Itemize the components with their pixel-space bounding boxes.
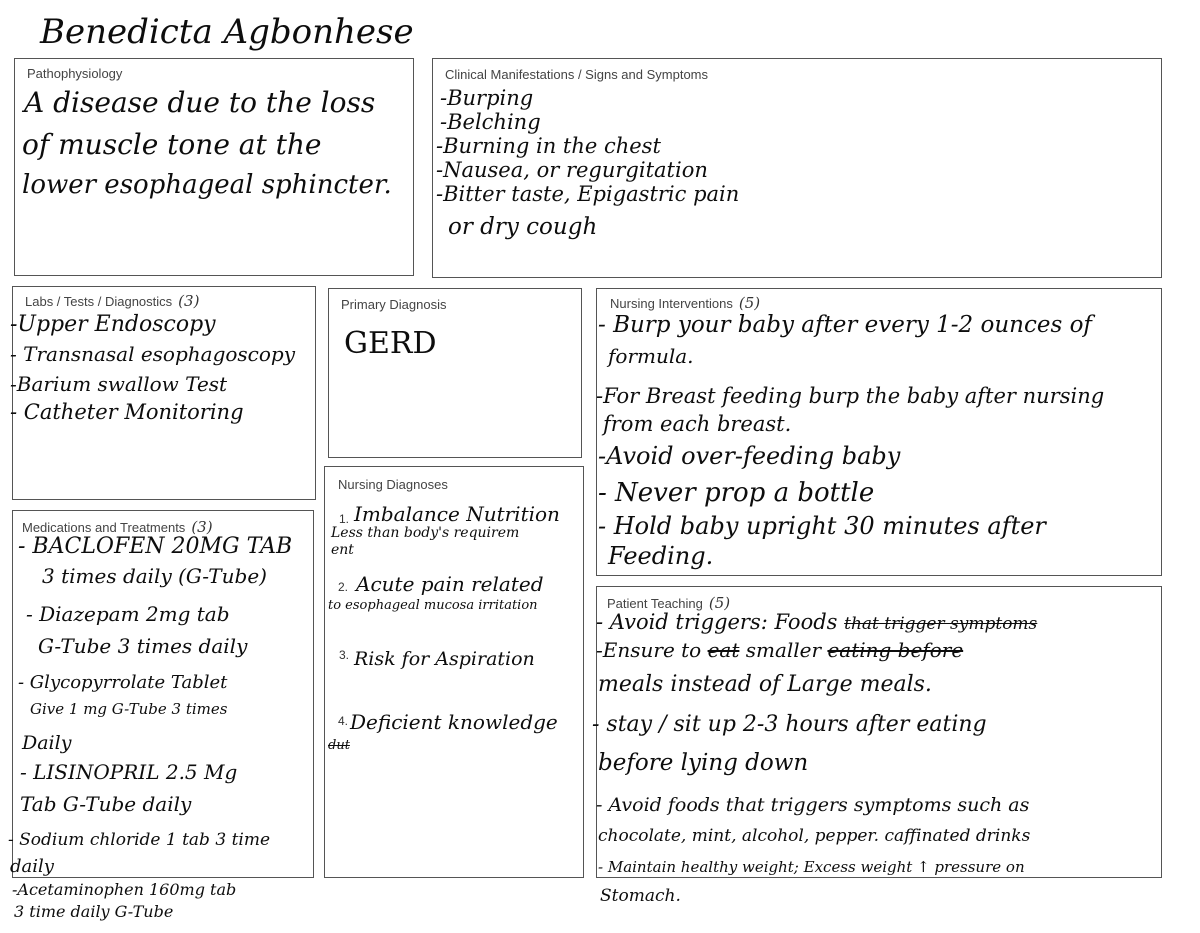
nursing-diagnosis-line: to esophageal mucosa irritation [328, 598, 538, 613]
medications-label-text: Medications and Treatments [22, 520, 186, 535]
teaching-text: -Ensure to [596, 638, 702, 662]
pathophysiology-line: of muscle tone at the [22, 128, 322, 161]
intervention-line: Feeding. [608, 542, 714, 570]
intervention-line: from each breast. [603, 412, 792, 436]
patient-teaching-label-text: Patient Teaching [607, 596, 703, 611]
nursing-diagnosis-line: Less than body's requirem [331, 525, 520, 541]
nursing-interventions-label-text: Nursing Interventions [610, 296, 733, 311]
nursing-diagnosis-number: 4. [338, 714, 349, 728]
teaching-line: - stay / sit up 2-3 hours after eating [592, 712, 987, 737]
labs-line: -Upper Endoscopy [10, 312, 216, 337]
medication-line: Tab G-Tube daily [20, 792, 192, 816]
teaching-text: smaller [745, 638, 822, 662]
clinical-line: -Bitter taste, Epigastric pain [436, 182, 740, 206]
labs-label [25, 292, 199, 310]
teaching-line [596, 638, 963, 662]
labs-count: (3) [178, 292, 200, 310]
clinical-line: -Nausea, or regurgitation [436, 158, 708, 182]
medication-line: -Acetaminophen 160mg tab [12, 880, 237, 899]
medication-line: - LISINOPRIL 2.5 Mg [20, 760, 238, 784]
clinical-line: -Belching [440, 110, 541, 134]
patient-teaching-count: (5) [708, 594, 731, 612]
pathophysiology-line: A disease due to the loss [24, 86, 376, 119]
labs-line: - Catheter Monitoring [10, 400, 244, 424]
primary-diagnosis-value: GERD [344, 326, 437, 361]
clinical-line: or dry cough [448, 214, 598, 240]
medication-line: Daily [22, 732, 72, 754]
labs-label-text: Labs / Tests / Diagnostics [25, 294, 173, 309]
medication-line: 3 time daily G-Tube [14, 902, 174, 921]
nursing-diagnosis-number: 2. [338, 580, 349, 594]
teaching-struck-text: that trigger symptoms [844, 614, 1038, 634]
labs-line: - Transnasal esophagoscopy [10, 342, 296, 366]
nursing-diagnosis-line: Risk for Aspiration [354, 648, 535, 670]
nursing-interventions-label [610, 294, 760, 312]
nursing-interventions-count: (5) [738, 294, 761, 312]
primary-diagnosis-label: Primary Diagnosis [341, 297, 447, 312]
teaching-line: Stomach. [600, 886, 681, 906]
pathophysiology-label: Pathophysiology [27, 66, 123, 81]
intervention-line: -For Breast feeding burp the baby after nursing [596, 384, 1105, 408]
student-name: Benedicta Agbonhese [40, 12, 414, 52]
clinical-manifestations-label: Clinical Manifestations / Signs and Symptoms [445, 67, 709, 82]
medication-line: - Sodium chloride 1 tab 3 time [8, 830, 271, 850]
medication-line: - BACLOFEN 20MG TAB [18, 534, 293, 559]
teaching-text: - Avoid triggers: Foods [596, 610, 838, 634]
intervention-line: - Never prop a bottle [598, 478, 875, 508]
intervention-line: -Avoid over-feeding baby [598, 442, 901, 470]
teaching-line: - Avoid foods that triggers symptoms such as [596, 794, 1030, 816]
teaching-struck-text: eat [707, 638, 740, 662]
intervention-line: - Hold baby upright 30 minutes after [598, 512, 1046, 540]
pathophysiology-line: lower esophageal sphincter. [22, 170, 392, 200]
nursing-diagnosis-line: Imbalance Nutrition [354, 502, 560, 526]
labs-line: -Barium swallow Test [10, 372, 228, 396]
teaching-line: chocolate, mint, alcohol, pepper. caffinated drinks [598, 826, 1031, 846]
teaching-line [596, 610, 1037, 634]
teaching-line: before lying down [598, 750, 809, 776]
medications-count: (3) [191, 518, 213, 536]
nursing-diagnosis-number: 1. [339, 512, 350, 526]
medication-line: G-Tube 3 times daily [38, 634, 248, 658]
nursing-diagnosis-line: Deficient knowledge [350, 710, 558, 734]
nursing-diagnosis-line-struck: dut [328, 738, 350, 753]
medication-line: - Diazepam 2mg tab [26, 602, 230, 626]
nursing-diagnosis-line: ent [331, 542, 354, 558]
intervention-line: - Burp your baby after every 1-2 ounces of [598, 312, 1092, 338]
medication-line: - Glycopyrrolate Tablet [18, 672, 228, 693]
teaching-line: meals instead of Large meals. [598, 672, 932, 697]
nursing-diagnoses-label: Nursing Diagnoses [338, 477, 448, 492]
medication-line: daily [10, 856, 54, 877]
medication-line: Give 1 mg G-Tube 3 times [30, 700, 228, 718]
clinical-line: -Burning in the chest [436, 134, 661, 158]
teaching-line: - Maintain healthy weight; Excess weight ↑ pressure on [598, 858, 1025, 876]
nursing-diagnosis-line: Acute pain related [356, 572, 544, 596]
nursing-diagnosis-number: 3. [339, 648, 350, 662]
clinical-line: -Burping [440, 86, 534, 110]
intervention-line: formula. [608, 344, 694, 368]
medication-line: 3 times daily (G-Tube) [42, 564, 267, 588]
primary-diagnosis-box [328, 288, 582, 458]
teaching-struck-text: eating before [827, 638, 964, 662]
